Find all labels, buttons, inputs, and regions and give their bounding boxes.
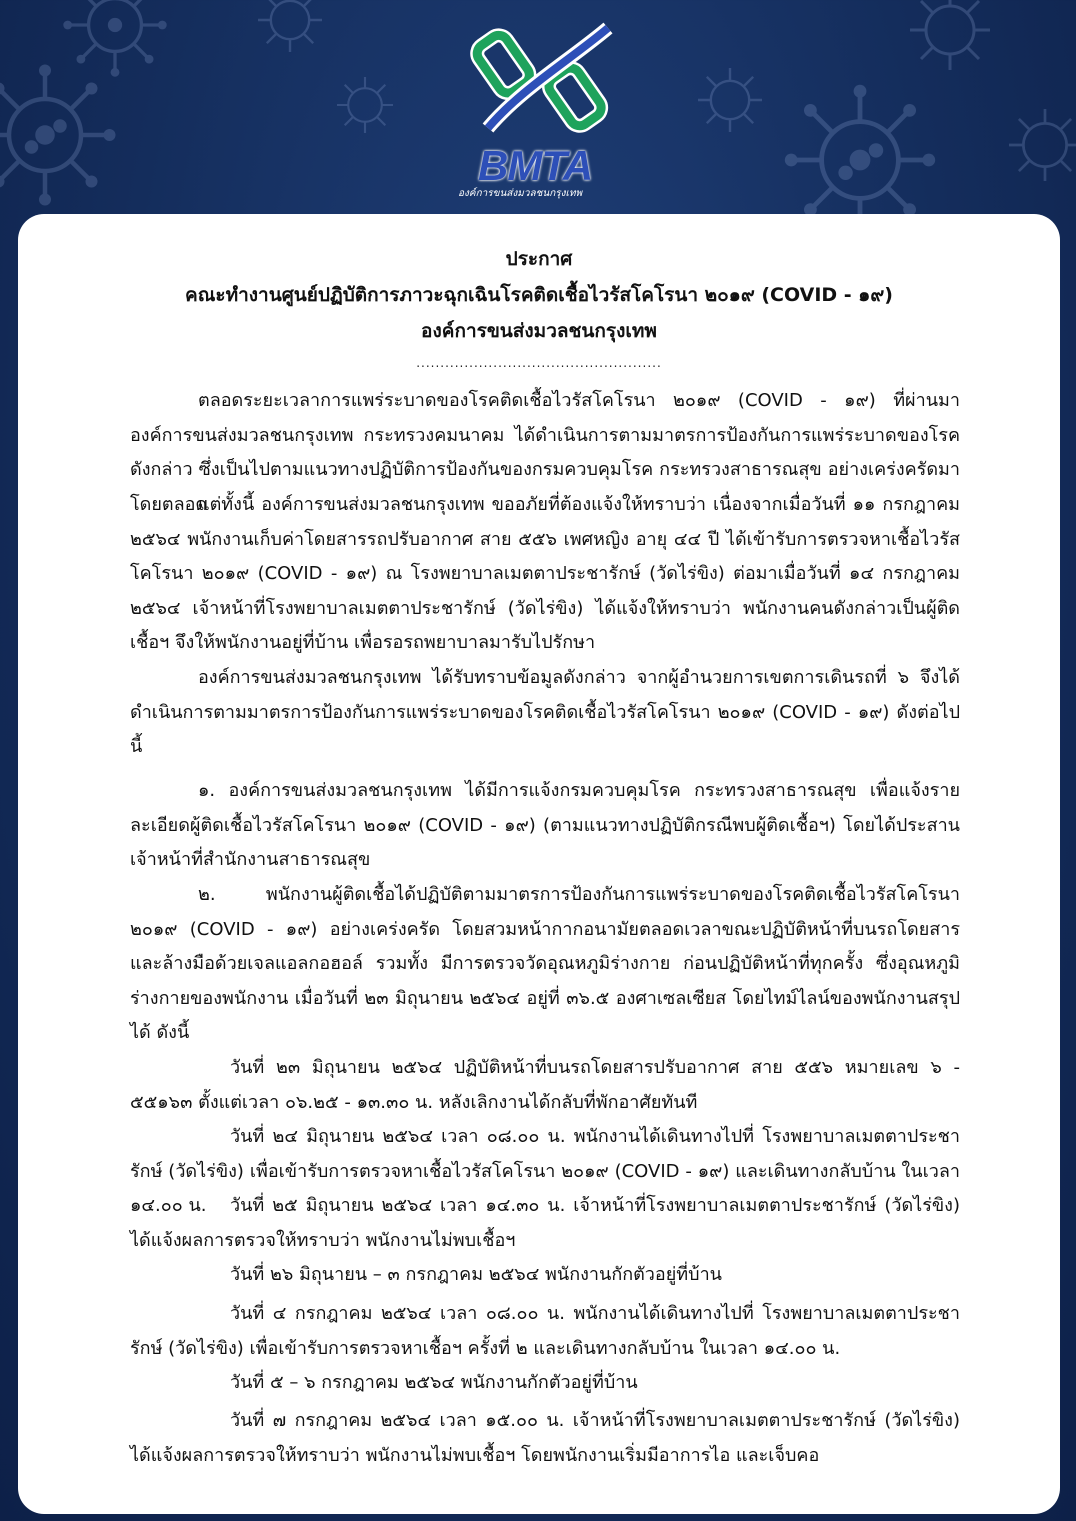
timeline-item: วันที่ ๒๕ มิถุนายน ๒๕๖๔ เวลา ๑๔.๓๐ น. เจ้าหน้าที่โรงพยาบาลเมตตาประชารักษ์ (วัดไร่ขิง) ได้แจ้งผลการตรวจให้ทราบว่า พนักงานไม่พบเชื้อฯ [130,1195,960,1251]
virus-icon [330,70,400,140]
logo-wordmark: BMTA [478,142,593,189]
timeline-item: วันที่ ๒๓ มิถุนายน ๒๕๖๔ ปฏิบัติหน้าที่บนรถโดยสารปรับอากาศ สาย ๕๕๖ หมายเลข ๖ - ๕๕๑๖๓ ตั้งแต่เวลา ๐๖.๒๕ - ๑๓.๓๐ น. หลังเลิกงานได้กลับที่พักอาศัยทันที [130,1057,960,1113]
virus-icon [900,0,1000,80]
announcement-title: ประกาศ [505,248,573,270]
paragraph-3: องค์การขนส่งมวลชนกรุงเทพ ได้รับทราบข้อมูลดังกล่าว จากผู้อำนวยการเขตการเดินรถที่ ๖ จึงได้ดำเนินการตามมาตรการป้องกันการแพร่ระบาดของโรคติดเชื้อไวรัสโคโรนา ๒๐๑๙ (COVID - ๑๙) ดังต่อไปนี้ [130,667,960,758]
virus-icon [60,0,170,80]
virus-icon [690,60,770,140]
timeline-item: วันที่ ๒๖ มิถุนายน – ๓ กรกฎาคม ๒๕๖๔ พนักงานกักตัวอยู่ที่บ้าน [230,1264,722,1285]
virus-icon [0,60,120,210]
timeline-item: วันที่ ๒๔ มิถุนายน ๒๕๖๔ เวลา ๐๘.๐๐ น. พนักงานได้เดินทางไปที่ โรงพยาบาลเมตตาประชารักษ์ (วัดไร่ขิง) เพื่อเข้ารับการตรวจหาเชื้อไวรัสโคโรนา ๒๐๑๙ (COVID - ๑๙) และเดินทางกลับบ้าน ในเวลา ๑๔.๐๐ น. [130,1126,960,1217]
bmta-logo [430,10,650,200]
timeline-item: วันที่ ๗ กรกฎาคม ๒๕๖๔ เวลา ๑๕.๐๐ น. เจ้าหน้าที่โรงพยาบาลเมตตาประชารักษ์ (วัดไร่ขิง) ได้แจ้งผลการตรวจให้ทราบว่า พนักงานไม่พบเชื้อฯ โดยพนักงานเริ่มมีอาการไอ และเจ็บคอ [130,1410,960,1466]
bmta-logo-icon [430,10,650,150]
paragraph-1: ตลอดระยะเวลาการแพร่ระบาดของโรคติดเชื้อไวรัสโคโรนา ๒๐๑๙ (COVID - ๑๙) ที่ผ่านมาองค์การขนส่งมวลชนกรุงเทพ กระทรวงคมนาคม ได้ดำเนินการตามมาตรการป้องกันการแพร่ระบาดของโรคดังกล่าว ซึ่งเป็นไปตามแนวทางปฏิบัติการป้องกันของกรมควบคุมโรค กระทรวงสาธารณสุข อย่างเคร่งครัดมาโดยตลอด [130,390,960,515]
announcement-org: องค์การขนส่งมวลชนกรุงเทพ [421,320,657,342]
timeline-item: วันที่ ๕ – ๖ กรกฎาคม ๒๕๖๔ พนักงานกักตัวอยู่ที่บ้าน [230,1372,638,1393]
virus-icon [1000,100,1076,190]
divider: ................................................... [416,356,662,370]
paragraph-4: ๑. องค์การขนส่งมวลชนกรุงเทพ ได้มีการแจ้งกรมควบคุมโรค กระทรวงสาธารณสุข เพื่อแจ้งรายละเอียดผู้ติดเชื้อไวรัสโคโรนา ๒๐๑๙ (COVID - ๑๙) (ตามแนวทางปฏิบัติกรณีพบผู้ติดเชื้อฯ) โดยได้ประสานเจ้าหน้าที่สำนักงานสาธารณสุข [130,780,960,871]
logo-subtitle: องค์การขนส่งมวลชนกรุงเทพ [458,188,583,199]
timeline-item: วันที่ ๔ กรกฎาคม ๒๕๖๔ เวลา ๐๘.๐๐ น. พนักงานได้เดินทางไปที่ โรงพยาบาลเมตตาประชารักษ์ (วัดไร่ขิง) เพื่อเข้ารับการตรวจหาเชื้อฯ ครั้งที่ ๒ และเดินทางกลับบ้าน ในเวลา ๑๔.๐๐ น. [130,1303,960,1359]
virus-icon [250,0,330,60]
announcement-card [18,214,1060,1514]
paragraph-5: ๒. พนักงานผู้ติดเชื้อได้ปฏิบัติตามมาตรการป้องกันการแพร่ระบาดของโรคติดเชื้อไวรัสโคโรนา ๒๐๑๙ (COVID - ๑๙) อย่างเคร่งครัด โดยสวมหน้ากากอนามัยตลอดเวลาขณะปฏิบัติหน้าที่บนรถโดยสาร และล้างมือด้วยเจลแอลกอฮอล์ รวมทั้ง มีการตรวจวัดอุณหภูมิร่างกาย ก่อนปฏิบัติหน้าที่ทุกครั้ง ซึ่งอุณหภูมิร่างกายของพนักงาน เมื่อวันที่ ๒๓ มิถุนายน ๒๕๖๔ อยู่ที่ ๓๖.๕ องศาเซลเซียส โดยไทม์ไลน์ของพนักงานสรุปได้ ดังนี้ [130,884,960,1044]
paragraph-2: แต่ทั้งนี้ องค์การขนส่งมวลชนกรุงเทพ ขออภัยที่ต้องแจ้งให้ทราบว่า เนื่องจากเมื่อวันที่ ๑๑ กรกฎาคม ๒๕๖๔ พนักงานเก็บค่าโดยสารรถปรับอากาศ สาย ๕๕๖ เพศหญิง อายุ ๔๔ ปี ได้เข้ารับการตรวจหาเชื้อไวรัสโคโรนา ๒๐๑๙ (COVID - ๑๙) ณ โรงพยาบาลเมตตาประชารักษ์ (วัดไร่ขิง) ต่อมาเมื่อวันที่ ๑๔ กรกฎาคม ๒๕๖๔ เจ้าหน้าที่โรงพยาบาลเมตตาประชารักษ์ (วัดไร่ขิง) ได้แจ้งให้ทราบว่า พนักงานคนดังกล่าวเป็นผู้ติดเชื้อฯ จึงให้พนักงานอยู่ที่บ้าน เพื่อรอรถพยาบาลมารับไปรักษา [130,494,960,654]
announcement-subtitle: คณะทำงานศูนย์ปฏิบัติการภาวะฉุกเฉินโรคติดเชื้อไวรัสโคโรนา ๒๐๑๙ (COVID - ๑๙) [185,284,893,306]
